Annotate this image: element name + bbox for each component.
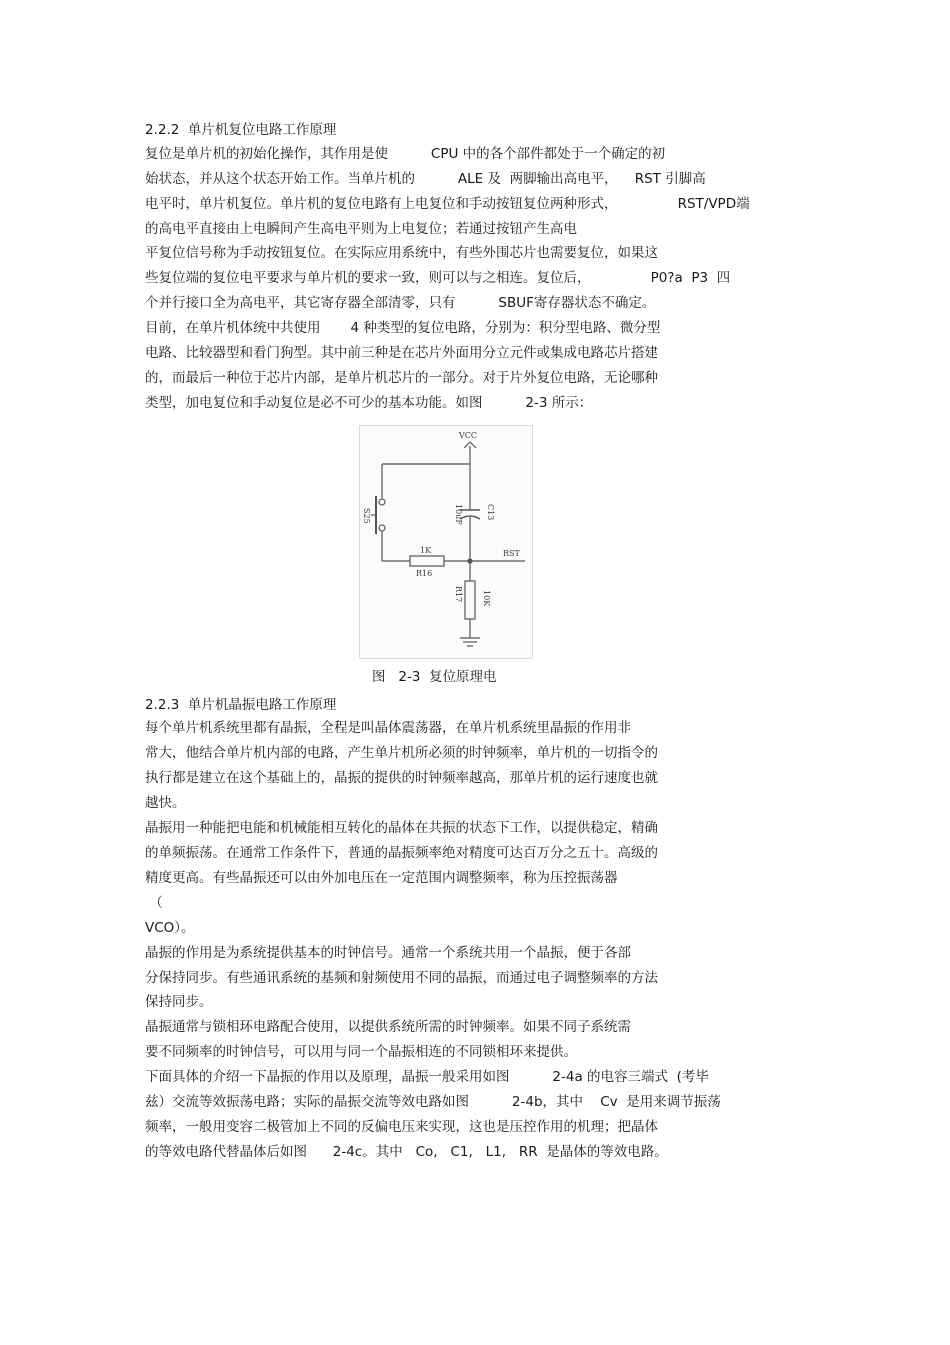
paragraph-line: 的单频振荡。在通常工作条件下，普通的晶振频率绝对精度可达百万分之五十。高级的	[145, 845, 658, 861]
paragraph-line: 晶振的作用是为系统提供基本的时钟信号。通常一个系统共用一个晶振，便于各部	[145, 945, 631, 961]
paragraph-line: 目前，在单片机体统中共使用 4 种类型的复位电路，分别为：积分型电路、微分型	[145, 320, 661, 336]
paragraph-line: 分保持同步。有些通讯系统的基频和射频使用不同的晶振，而通过电子调整频率的方法	[145, 970, 658, 986]
resistor-r16	[410, 556, 444, 566]
paragraph-line: 晶振通常与锁相环电路配合使用，以提供系统所需的时钟频率。如果不同子系统需	[145, 1019, 631, 1035]
paragraph-line: 每个单片机系统里都有晶振，全程是叫晶体震荡器，在单片机系统里晶振的作用非	[145, 720, 631, 736]
paragraph-line: 频率，一般用变容二极管加上不同的反偏电压来实现，这也是压控作用的机理；把晶体	[145, 1119, 658, 1135]
paragraph-line: 些复位端的复位电平要求与单片机的要求一致，则可以与之相连。复位后， P0?a P3 四	[145, 270, 731, 286]
section-heading-reset: 2.2.2 单片机复位电路工作原理	[145, 122, 337, 138]
section-heading-crystal: 2.2.3 单片机晶振电路工作原理	[145, 697, 337, 713]
paragraph-line: 下面具体的介绍一下晶振的作用以及原理，晶振一般采用如图 2-4a 的电容三端式 (考毕	[145, 1069, 709, 1085]
capacitor-label: C13	[486, 504, 495, 521]
r16-label: R16	[416, 569, 433, 578]
paragraph-line: 电路、比较器型和看门狗型。其中前三种是在芯片外面用分立元件或集成电路芯片搭建	[145, 345, 658, 361]
r17-value-label: 10K	[482, 590, 491, 607]
paragraph-line: 执行都是建立在这个基础上的，晶振的提供的时钟频率越高，那单片机的运行速度也就	[145, 770, 658, 786]
switch-label: S25	[362, 508, 371, 524]
r17-label: R17	[454, 586, 463, 603]
resistor-r17	[465, 581, 475, 619]
paragraph-line: VCO）。	[145, 920, 195, 936]
paragraph-line: 兹）交流等效振荡电路；实际的晶振交流等效电路如图 2-4b，其中 Cv 是用来调节振荡	[145, 1094, 721, 1110]
switch-contact-top	[379, 499, 385, 505]
paragraph-line: 电平时，单片机复位。单片机的复位电路有上电复位和手动按钮复位两种形式， RST/VPD端	[145, 196, 750, 212]
r16-value-label: 1K	[420, 546, 432, 555]
paragraph-line: 的等效电路代替晶体后如图 2-4c。其中 Co, C1, L1, RR 是晶体的等效电路。	[145, 1144, 668, 1160]
paragraph-line: 精度更高。有些晶振还可以由外加电压在一定范围内调整频率，称为压控振荡器	[145, 870, 618, 886]
reset-circuit-figure	[359, 425, 533, 659]
paragraph-line: 越快。	[145, 795, 186, 811]
paragraph-line: 晶振用一种能把电能和机械能相互转化的晶体在共振的状态下工作，以提供稳定，精确	[145, 820, 658, 836]
paragraph-line: 个并行接口全为高电平，其它寄存器全部清零，只有 SBUF寄存器状态不确定。	[145, 295, 656, 311]
rst-label: RST	[503, 549, 520, 558]
paragraph-line: 始状态，并从这个状态开始工作。当单片机的 ALE 及 两脚输出高电平， RST 引脚高	[145, 171, 706, 187]
capacitor-value-label: 10uF	[454, 504, 463, 525]
paragraph-line: 平复位信号称为手动按钮复位。在实际应用系统中，有些外围芯片也需要复位，如果这	[145, 245, 658, 261]
paragraph-line: （	[145, 895, 163, 911]
reset-circuit-diagram	[360, 426, 532, 658]
paragraph-line: 的高电平直接由上电瞬间产生高电平则为上电复位；若通过按钮产生高电	[145, 221, 577, 237]
paragraph-line: 常大，他结合单片机内部的电路，产生单片机所必须的时钟频率，单片机的一切指令的	[145, 745, 658, 761]
switch-contact-bottom	[379, 525, 385, 531]
paragraph-line: 类型，加电复位和手动复位是必不可少的基本功能。如图 2-3 所示：	[145, 395, 593, 411]
paragraph-line: 的，而最后一种位于芯片内部，是单片机芯片的一部分。对于片外复位电路，无论哪种	[145, 370, 658, 386]
vcc-label: VCC	[459, 431, 478, 440]
paragraph-line: 保持同步。	[145, 994, 213, 1010]
paragraph-line: 复位是单片机的初始化操作，其作用是使 CPU 中的各个部件都处于一个确定的初	[145, 146, 666, 162]
paragraph-line: 要不同频率的时钟信号，可以用与同一个晶振相连的不同锁相环来提供。	[145, 1044, 577, 1060]
figure-caption: 图 2-3 复位原理电	[372, 669, 497, 685]
